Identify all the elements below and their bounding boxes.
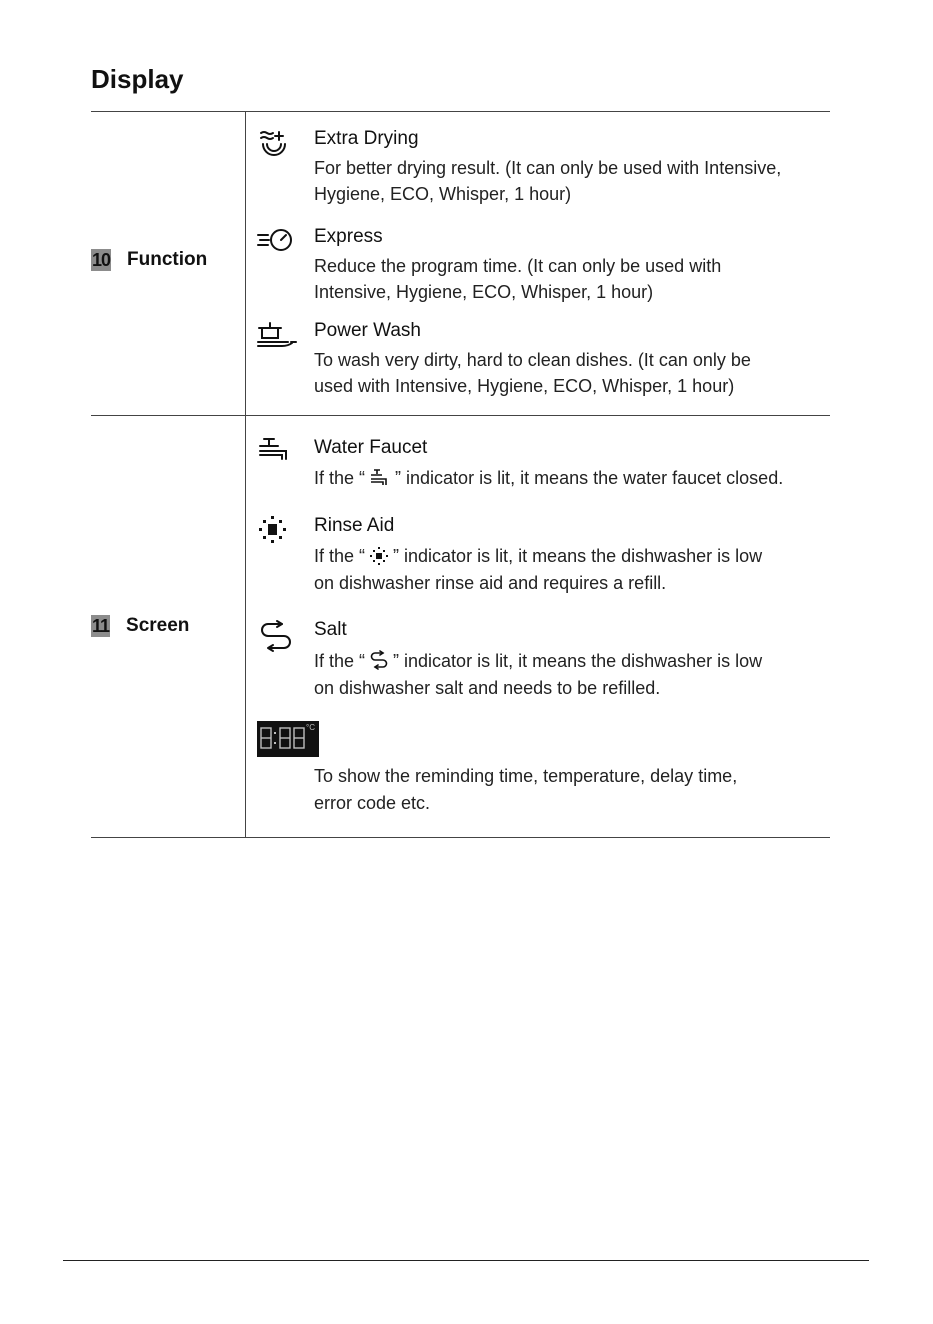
digital-display-desc-line-2: error code etc.: [314, 793, 431, 813]
table-column-divider: [245, 111, 246, 837]
power-wash-desc-line-2: used with Intensive, Hygiene, ECO, Whisper, 1 hour): [314, 376, 735, 396]
salt-entry: [255, 619, 855, 699]
salt-inline-icon: [369, 650, 389, 670]
section-number-badge: 11: [92, 616, 110, 636]
extra-drying-desc-line-2: Hygiene, ECO, Whisper, 1 hour): [314, 184, 572, 204]
section-label-text: Screen: [126, 615, 190, 636]
extra-drying-icon: [255, 128, 299, 162]
express-icon: [255, 226, 299, 260]
salt-desc-line-1: [314, 648, 762, 675]
digital-display-unit: °C: [306, 723, 315, 732]
digital-display-entry: [255, 721, 855, 821]
salt-title: Salt: [314, 619, 347, 640]
rinse-aid-icon: [255, 515, 299, 549]
table-bottom-rule: [91, 837, 830, 838]
section-number-badge: 10: [92, 250, 111, 270]
rinse-aid-title: Rinse Aid: [314, 515, 395, 536]
rinse-aid-desc-line-1: [314, 543, 762, 570]
rinse-aid-desc-pre: If the “: [314, 546, 366, 566]
water-faucet-entry: [255, 437, 855, 497]
power-wash-desc-line-1: To wash very dirty, hard to clean dishes. (It can only be: [314, 350, 751, 370]
page-title: Display: [91, 64, 184, 94]
table-middle-rule: [91, 415, 830, 416]
section-screen-label: [91, 615, 189, 637]
power-wash-entry: [255, 320, 855, 400]
extra-drying-desc-line-1: For better drying result. (It can only be used with Intensive,: [314, 158, 782, 178]
water-faucet-title: Water Faucet: [314, 437, 428, 458]
power-wash-icon: [255, 320, 299, 354]
express-title: Express: [314, 226, 383, 247]
digital-display-icon: [257, 721, 319, 757]
water-faucet-desc-line-1: [314, 465, 783, 492]
rinse-aid-entry: [255, 515, 855, 595]
express-desc-line-1: Reduce the program time. (It can only be used with: [314, 256, 722, 276]
rinse-aid-desc-line-2: on dishwasher rinse aid and requires a refill.: [314, 573, 667, 593]
table-top-rule: [91, 111, 830, 112]
power-wash-title: Power Wash: [314, 320, 421, 341]
salt-icon: [255, 619, 299, 653]
extra-drying-entry: [255, 128, 855, 208]
section-label-text: Function: [127, 249, 208, 270]
salt-desc-line-2: on dishwasher salt and needs to be refilled.: [314, 678, 661, 698]
salt-desc-post: ” indicator is lit, it means the dishwasher is low: [393, 651, 763, 671]
water-faucet-inline-icon: [369, 469, 391, 487]
salt-desc-pre: If the “: [314, 651, 366, 671]
water-faucet-desc-pre: If the “: [314, 468, 366, 488]
express-entry: [255, 226, 855, 306]
rinse-aid-desc-post: ” indicator is lit, it means the dishwasher is low: [393, 546, 763, 566]
extra-drying-title: Extra Drying: [314, 128, 419, 149]
express-desc-line-2: Intensive, Hygiene, ECO, Whisper, 1 hour): [314, 282, 654, 302]
water-faucet-desc-post: ” indicator is lit, it means the water faucet closed.: [395, 468, 784, 488]
footer-rule: [63, 1260, 869, 1261]
water-faucet-icon: [255, 437, 299, 471]
digital-display-desc-line-1: To show the reminding time, temperature, delay time,: [314, 766, 738, 786]
section-function-label: [91, 249, 207, 271]
rinse-aid-inline-icon: [369, 547, 389, 565]
